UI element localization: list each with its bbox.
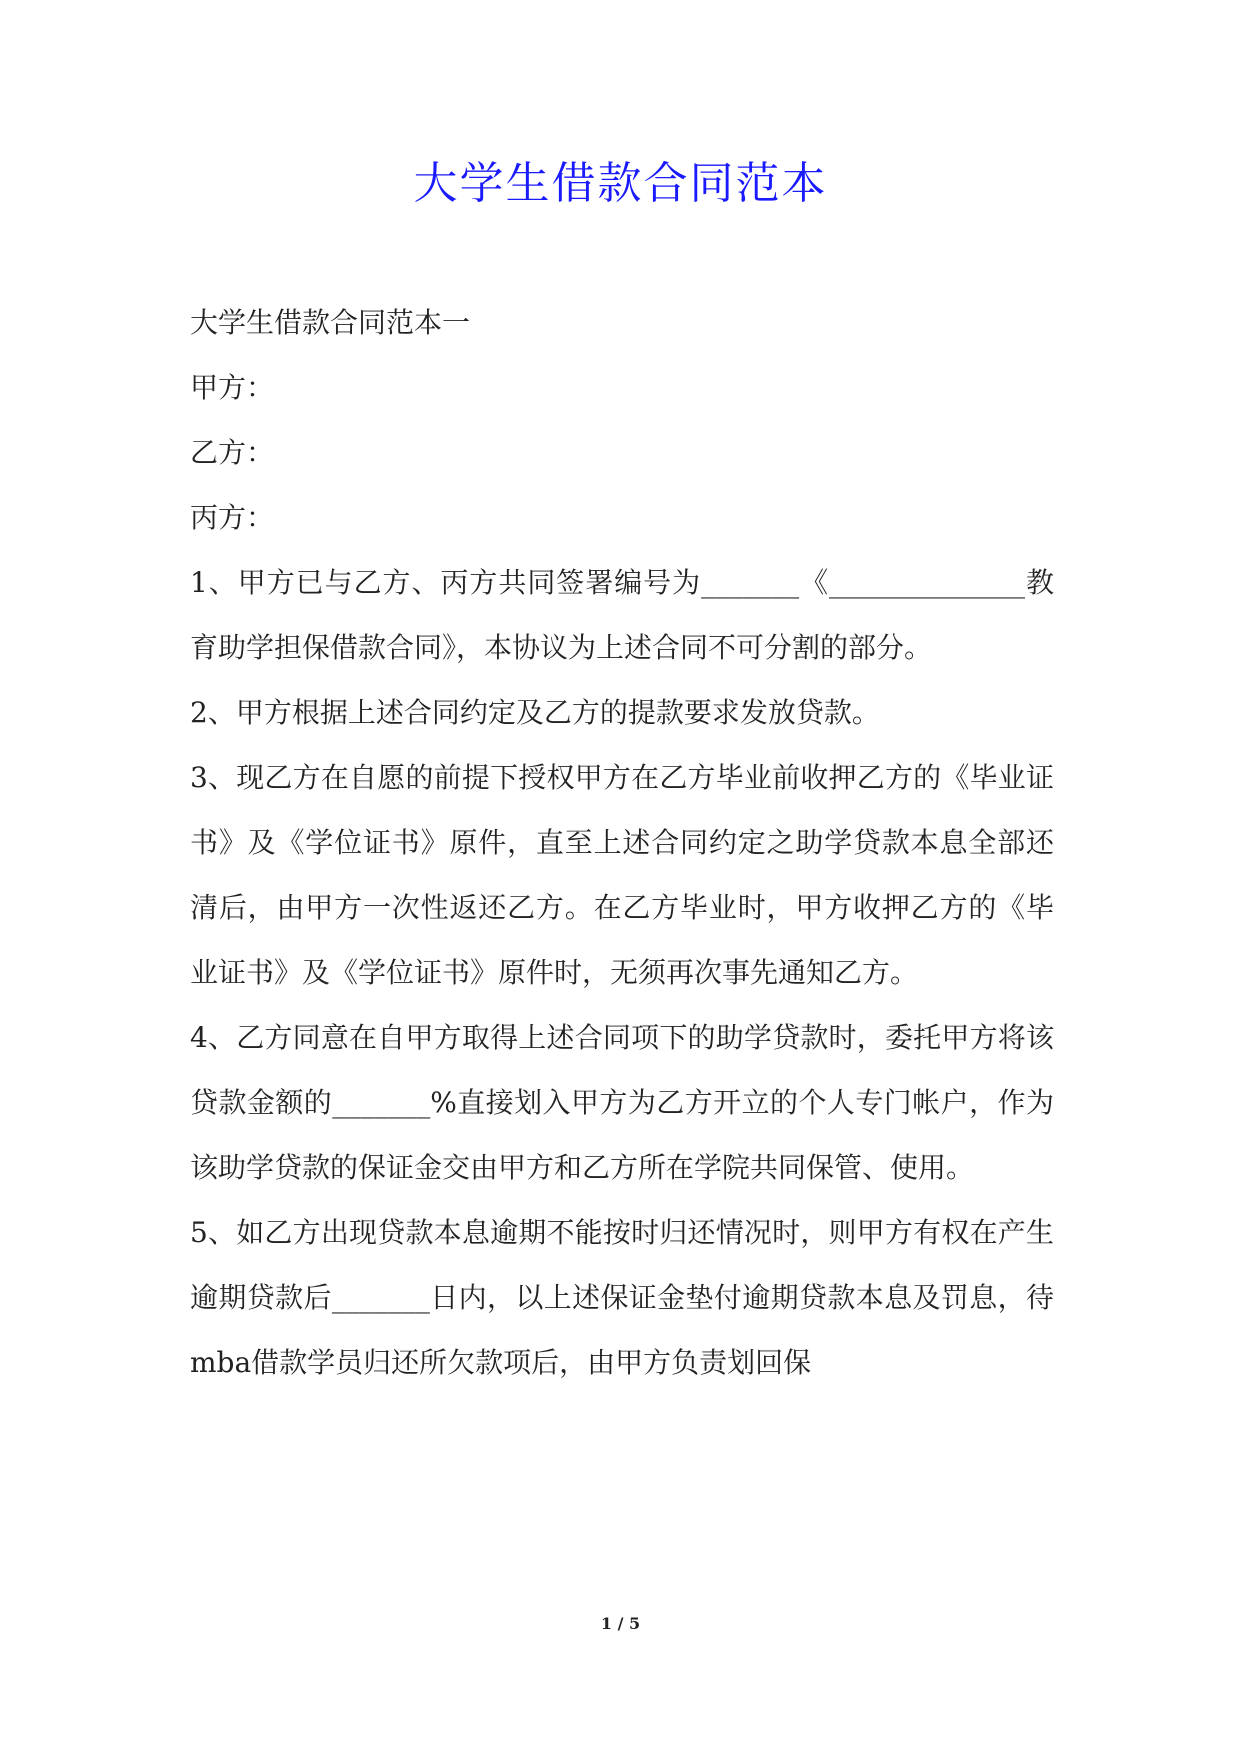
- paragraph-party-c: 丙方：: [190, 501, 275, 534]
- document-title: 大学生借款合同范本: [413, 158, 828, 209]
- paragraph-party-a: 甲方：: [190, 371, 275, 404]
- paragraph-clause-5: 5、如乙方出现贷款本息逾期不能按时归还情况时，则甲方有权在产生逾期贷款后_______日内，以上述保证金垫付逾期贷款本息及罚息，待mba借款学员归还所欠款项后，由甲方负责划回保: [190, 1216, 1054, 1379]
- document-body: [190, 290, 1054, 1395]
- paragraph-clause-1: 1、甲方已与乙方、丙方共同签署编号为_______《______________教育助学担保借款合同》，本协议为上述合同不可分割的部分。: [190, 566, 1054, 664]
- paragraph-subtitle: 大学生借款合同范本一: [190, 306, 471, 339]
- paragraph-clause-3: 3、现乙方在自愿的前提下授权甲方在乙方毕业前收押乙方的《毕业证书》及《学位证书》原件，直至上述合同约定之助学贷款本息全部还清后，由甲方一次性返还乙方。在乙方毕业时，甲方收押乙方的《毕业证书》及《学位证书》原件时，无须再次事先通知乙方。: [190, 761, 1054, 989]
- paragraph-clause-2: 2、甲方根据上述合同约定及乙方的提款要求发放贷款。: [190, 696, 880, 729]
- paragraph-clause-4: 4、乙方同意在自甲方取得上述合同项下的助学贷款时，委托甲方将该贷款金额的_______%直接划入甲方为乙方开立的个人专门帐户，作为该助学贷款的保证金交由甲方和乙方所在学院共同保管、使用。: [190, 1021, 1054, 1184]
- paragraph-party-b: 乙方：: [190, 436, 275, 469]
- page-indicator: 1 / 5: [600, 1614, 641, 1633]
